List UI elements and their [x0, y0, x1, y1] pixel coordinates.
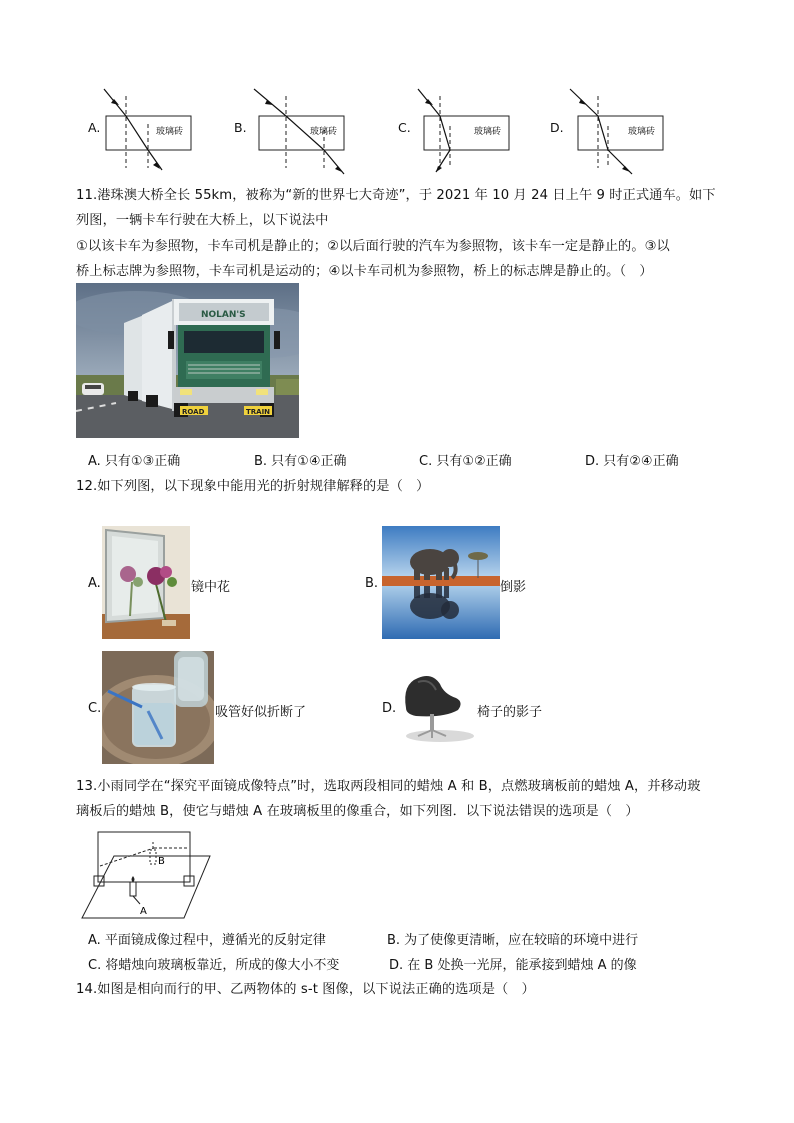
q10-option-c-glass: 玻璃砖 — [474, 127, 502, 137]
q12-option-b-letter[interactable]: B. — [365, 576, 379, 591]
q14-stem: 14.如图是相向而行的甲、乙两物体的 s-t 图像，以下说法正确的选项是（ ） — [76, 982, 535, 997]
q10-options — [0, 80, 794, 180]
q10-option-b-diagram — [248, 86, 358, 176]
q13-mirror-diagram — [76, 824, 216, 922]
q12-option-a-photo — [102, 526, 190, 639]
q13-option-b[interactable]: B. 为了使像更清晰，应在较暗的环境中进行 — [387, 933, 639, 948]
q12-option-c-letter[interactable]: C. — [88, 701, 102, 716]
q11-truck-photo — [76, 283, 299, 438]
q13-label-b: B — [158, 856, 165, 867]
q11-truck-sign-left: ROAD — [182, 408, 205, 416]
q10-option-d-diagram — [562, 86, 672, 176]
q12-option-c-photo — [102, 651, 214, 764]
q13-stem-line-2: 璃板后的蜡烛 B，使它与蜡烛 A 在玻璃板里的像重合，如下列图．以下说法错误的选项是（ ） — [76, 804, 639, 819]
q11-truck-sign-right: TRAIN — [246, 408, 271, 416]
q12-stem: 12.如下列图，以下现象中能用光的折射规律解释的是（ ） — [76, 479, 430, 494]
q12-option-d-letter[interactable]: D. — [382, 701, 397, 716]
q12-option-c-caption: 吸管好似折断了 — [215, 705, 307, 720]
q11-stem-line-1: 11.港珠澳大桥全长 55km，被称为“新的世界七大奇迹”，于 2021 年 10 月 24 日上午 9 时正式通车。如下 — [76, 188, 716, 203]
q10-option-a-glass: 玻璃砖 — [156, 127, 184, 137]
q13-option-c[interactable]: C. 将蜡烛向玻璃板靠近，所成的像大小不变 — [88, 958, 340, 973]
q11-option-b[interactable]: B. 只有①④正确 — [254, 454, 347, 469]
q10-option-a-diagram — [100, 86, 210, 176]
q12-option-d-photo — [396, 664, 476, 744]
q13-option-d[interactable]: D. 在 B 处换一光屏，能承接到蜡烛 A 的像 — [389, 958, 637, 973]
q10-option-c-letter: C. — [398, 120, 411, 135]
q11-stem-line-4: 桥上标志牌为参照物，卡车司机是运动的；④以卡车司机为参照物，桥上的标志牌是静止的。（ ） — [76, 264, 653, 279]
q11-option-a[interactable]: A. 只有①③正确 — [88, 454, 181, 469]
q12-option-a-letter[interactable]: A. — [88, 576, 101, 591]
q10-option-d-letter: D. — [550, 120, 564, 135]
q10-option-a-letter: A. — [88, 120, 101, 135]
q13-label-a: A — [140, 906, 147, 917]
q11-truck-sign-top: NOLAN'S — [201, 310, 246, 320]
q11-option-c[interactable]: C. 只有①②正确 — [419, 454, 512, 469]
q13-option-a[interactable]: A. 平面镜成像过程中，遵循光的反射定律 — [88, 933, 326, 948]
q12-option-b-photo — [382, 526, 500, 639]
q13-stem-line-1: 13.小雨同学在“探究平面镜成像特点”时，选取两段相同的蜡烛 A 和 B，点燃玻璃板前的蜡烛 A，并移动玻 — [76, 779, 701, 794]
q10-option-d-glass: 玻璃砖 — [628, 127, 656, 137]
q12-option-d-caption: 椅子的影子 — [477, 705, 543, 720]
q11-stem-line-3: ①以该卡车为参照物，卡车司机是静止的；②以后面行驶的汽车为参照物，该卡车一定是静止的。③以 — [76, 239, 670, 254]
q11-option-d[interactable]: D. 只有②④正确 — [585, 454, 679, 469]
q12-option-b-caption: 倒影 — [500, 580, 527, 595]
q10-option-c-diagram — [410, 86, 520, 176]
q10-option-b-glass: 玻璃砖 — [310, 127, 338, 137]
q11-stem-line-2: 列图，一辆卡车行驶在大桥上，以下说法中 — [76, 213, 329, 228]
q12-option-a-caption: 镜中花 — [191, 580, 231, 595]
q10-option-b-letter: B. — [234, 120, 247, 135]
